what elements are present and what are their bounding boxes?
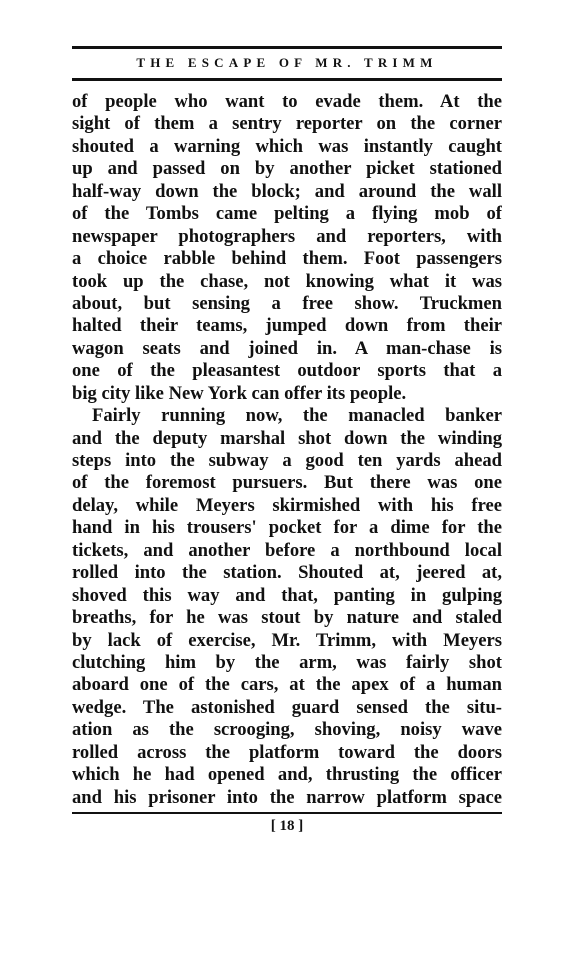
text-line: one of the pleasantest outdoor sports that a: [72, 360, 502, 382]
header-rule: [72, 78, 502, 81]
text-line: about, but sensing a free show. Truckmen: [72, 292, 502, 314]
text-line: breaths, for he was stout by nature and staled: [72, 607, 502, 629]
text-line: big city like New York can offer its people.: [72, 382, 407, 404]
text-line: by lack of exercise, Mr. Trimm, with Meyers: [72, 629, 502, 651]
text-line: clutching him by the arm, was fairly shot: [72, 651, 502, 673]
text-line: hand in his trousers' pocket for a dime for the: [72, 517, 502, 539]
text-line: half-way down the block; and around the wall: [72, 180, 502, 202]
text-line: up and passed on by another picket stationed: [72, 158, 502, 180]
top-rule: [72, 46, 502, 49]
text-line: tickets, and another before a northbound local: [72, 539, 502, 561]
text-line: of people who want to evade them. At the: [72, 91, 502, 112]
text-line: Fairly running now, the manacled banker: [92, 405, 502, 427]
text-line: aboard one of the cars, at the apex of a human: [72, 674, 502, 696]
text-line: wagon seats and joined in. A man-chase is: [72, 337, 502, 359]
running-head: THE ESCAPE OF MR. TRIMM: [136, 55, 438, 70]
text-line: sight of them a sentry reporter on the corner: [72, 113, 502, 135]
text-line: wedge. The astonished guard sensed the situ-: [72, 696, 502, 718]
text-line: rolled into the station. Shouted at, jeered at,: [72, 562, 502, 584]
text-line: shouted a warning which was instantly caught: [72, 135, 502, 157]
text-line: shoved this way and that, panting in gulping: [72, 584, 502, 606]
text-line: halted their teams, jumped down from their: [72, 315, 502, 337]
text-line: of the Tombs came pelting a flying mob of: [72, 203, 502, 225]
text-line: took up the chase, not knowing what it was: [72, 270, 502, 292]
text-line: rolled across the platform toward the doors: [72, 741, 502, 763]
text-line: which he had opened and, thrusting the officer: [72, 764, 502, 786]
text-line: newspaper photographers and reporters, with: [72, 225, 502, 247]
text-line: and his prisoner into the narrow platform space: [72, 786, 502, 808]
page-number: [ 18 ]: [270, 818, 304, 834]
text-line: ation as the scrooging, shoving, noisy wave: [72, 719, 502, 741]
text-line: of the foremost pursuers. But there was one: [72, 472, 502, 494]
text-line: steps into the subway a good ten yards ahead: [72, 450, 502, 471]
text-line: a choice rabble behind them. Foot passengers: [72, 248, 502, 270]
text-line: delay, while Meyers skirmished with his free: [72, 494, 502, 516]
text-line: and the deputy marshal shot down the winding: [72, 427, 502, 449]
body-text: [72, 91, 502, 809]
footer-rule: [72, 812, 502, 814]
